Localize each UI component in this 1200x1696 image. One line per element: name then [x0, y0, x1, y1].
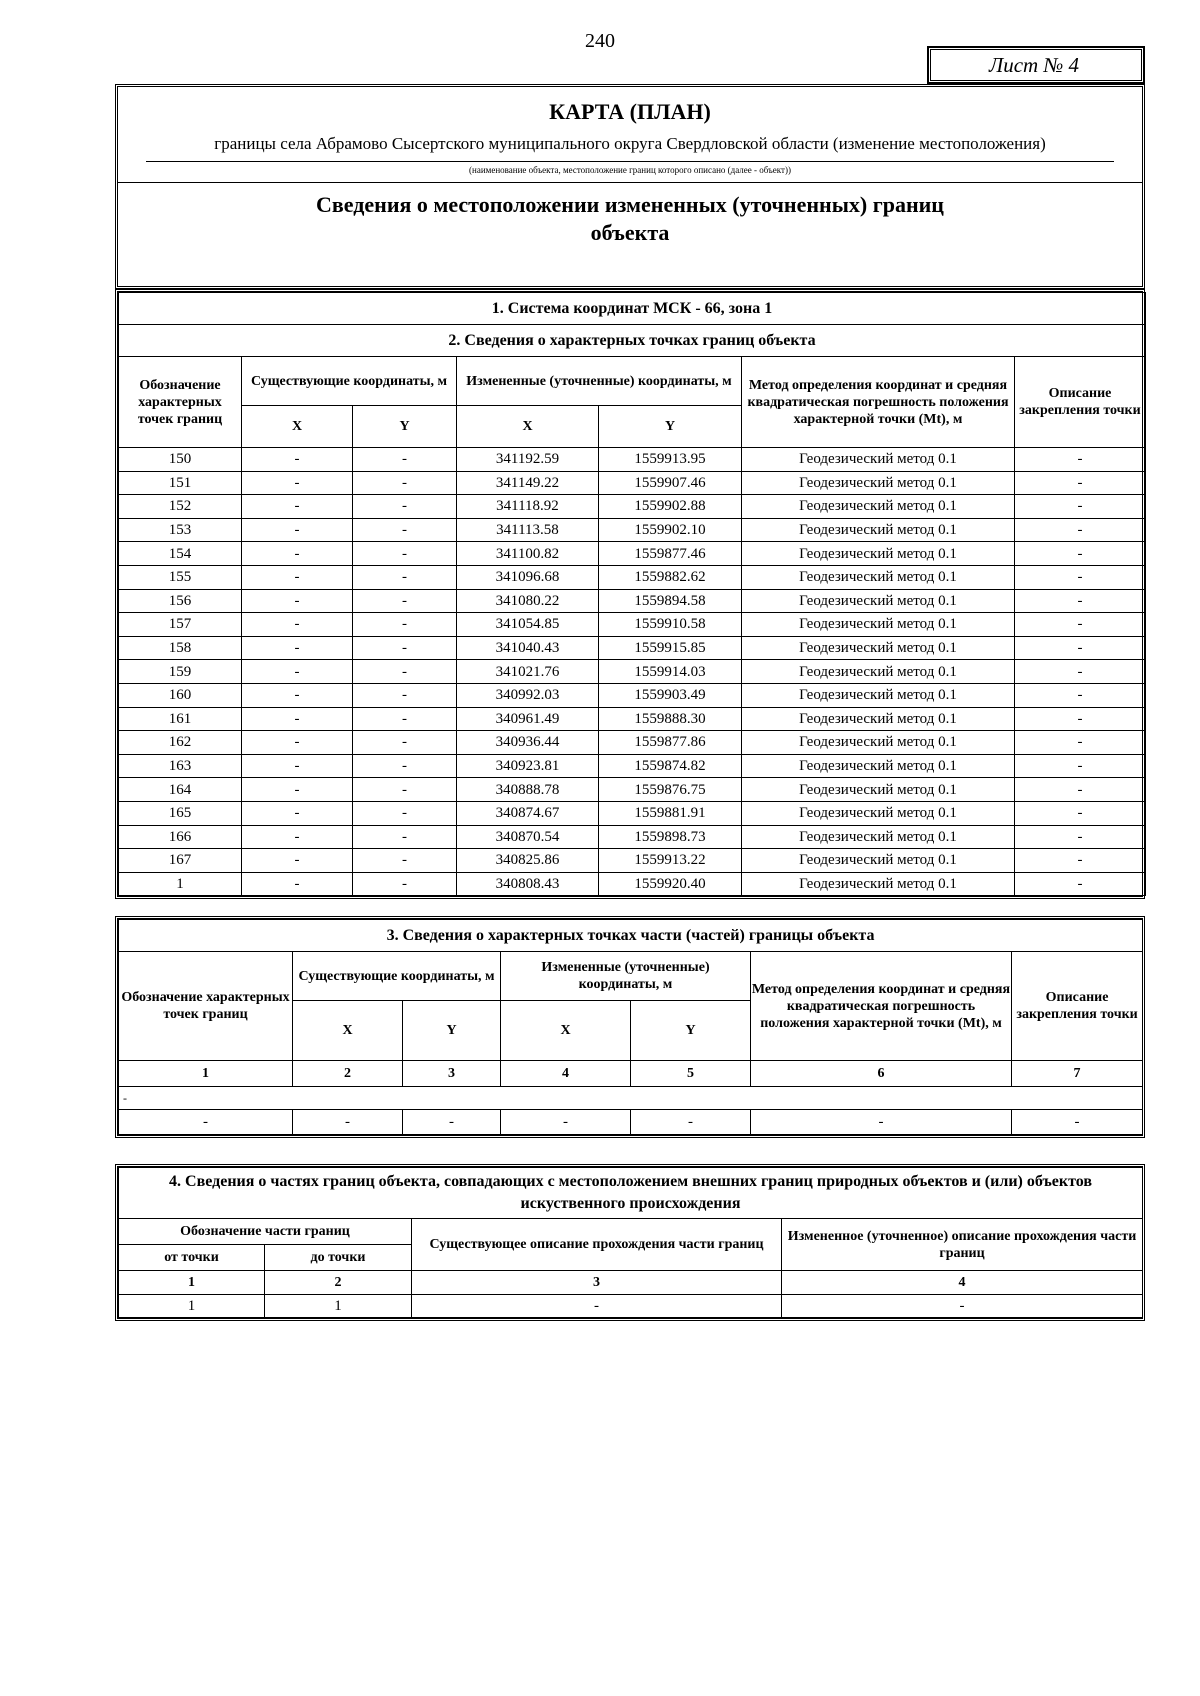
t2-cell: -: [353, 731, 457, 755]
object-caption: (наименование объекта, местоположение границ которого описано (далее - объект)): [469, 165, 791, 175]
section-title: [118, 191, 1142, 247]
table-row: [119, 801, 1146, 825]
t2-cell: 164: [119, 778, 242, 802]
t3-cell: -: [119, 1110, 293, 1135]
t3-num-3: 3: [403, 1061, 501, 1087]
t3-col-existing-x: X: [293, 1001, 403, 1061]
t3-cell: -: [501, 1110, 631, 1135]
t2-cell: 341040.43: [457, 636, 599, 660]
table-row: [119, 1295, 1143, 1318]
t2-cell: -: [242, 636, 353, 660]
t2-cell: -: [1015, 448, 1146, 472]
t2-cell: 1559907.46: [599, 471, 742, 495]
t3-cell: -: [751, 1110, 1012, 1135]
col-existing-x: X: [242, 406, 353, 448]
parts-table: [118, 1167, 1143, 1318]
t2-cell: -: [1015, 589, 1146, 613]
t2-cell: 1559903.49: [599, 683, 742, 707]
col-changed: Измененные (уточненные) координаты, м: [457, 357, 742, 406]
t2-cell: Геодезический метод 0.1: [742, 707, 1015, 731]
t2-cell: 153: [119, 518, 242, 542]
t2-cell: 162: [119, 731, 242, 755]
t3-cell: -: [293, 1110, 403, 1135]
t4-col-to: до точки: [265, 1245, 412, 1271]
t3-num-7: 7: [1012, 1061, 1143, 1087]
t2-cell: -: [353, 448, 457, 472]
t2-cell: -: [353, 660, 457, 684]
t2-cell: -: [353, 754, 457, 778]
t2-cell: -: [1015, 825, 1146, 849]
table4-title: 4. Сведения о частях границ объекта, совпадающих с местоположением внешних границ природных объектов и (или) объектов искуственного происхождения: [119, 1168, 1143, 1219]
table-row: [119, 707, 1146, 731]
t2-cell: Геодезический метод 0.1: [742, 565, 1015, 589]
t4-col-changed: Измененное (уточненное) описание прохождения части границ: [782, 1219, 1143, 1271]
t2-cell: Геодезический метод 0.1: [742, 660, 1015, 684]
t2-cell: -: [353, 801, 457, 825]
part-points-table-block: [115, 916, 1145, 1138]
t2-cell: 341080.22: [457, 589, 599, 613]
t2-cell: -: [1015, 518, 1146, 542]
t2-cell: -: [353, 518, 457, 542]
t2-cell: -: [353, 471, 457, 495]
t2-cell: Геодезический метод 0.1: [742, 801, 1015, 825]
t2-cell: Геодезический метод 0.1: [742, 683, 1015, 707]
t2-cell: 1559874.82: [599, 754, 742, 778]
t2-cell: 166: [119, 825, 242, 849]
points-table-block: [115, 289, 1145, 899]
t4-num-1: 1: [119, 1271, 265, 1295]
t2-cell: 160: [119, 683, 242, 707]
t2-cell: 341192.59: [457, 448, 599, 472]
t2-cell: -: [242, 778, 353, 802]
t2-cell: -: [242, 849, 353, 873]
t2-cell: -: [242, 872, 353, 896]
t2-cell: 340961.49: [457, 707, 599, 731]
underline: [146, 161, 1114, 162]
coord-system: 1. Система координат МСК - 66, зона 1: [119, 293, 1146, 325]
object-name: границы села Абрамово Сысертского муниципального округа Свердловской области (изменение местоположения): [214, 134, 1046, 153]
t3-col-existing-y: Y: [403, 1001, 501, 1061]
table-row: [119, 495, 1146, 519]
t3-cell: -: [631, 1110, 751, 1135]
t2-cell: -: [353, 683, 457, 707]
table-row: [119, 1110, 1143, 1135]
t2-cell: 341096.68: [457, 565, 599, 589]
t2-cell: 150: [119, 448, 242, 472]
t3-col-changed: Измененные (уточненные) координаты, м: [501, 952, 751, 1001]
t2-cell: 341118.92: [457, 495, 599, 519]
t2-cell: 161: [119, 707, 242, 731]
t2-cell: 1559902.88: [599, 495, 742, 519]
t2-cell: 341054.85: [457, 613, 599, 637]
t2-cell: -: [353, 565, 457, 589]
t2-cell: 340825.86: [457, 849, 599, 873]
t2-cell: 1559894.58: [599, 589, 742, 613]
t2-cell: -: [353, 872, 457, 896]
t4-cell: -: [782, 1295, 1143, 1318]
t2-cell: -: [1015, 731, 1146, 755]
table-row: [119, 849, 1146, 873]
points-table-body: [119, 448, 1146, 896]
t2-cell: 1559898.73: [599, 825, 742, 849]
t2-cell: -: [353, 707, 457, 731]
col-existing: Существующие координаты, м: [242, 357, 457, 406]
table-row: [119, 518, 1146, 542]
t2-cell: Геодезический метод 0.1: [742, 448, 1015, 472]
header-block: [115, 84, 1145, 289]
t2-cell: -: [242, 565, 353, 589]
col-method: Метод определения координат и средняя квадратическая погрешность положения характерной точки (Mt), м: [742, 357, 1015, 448]
t2-cell: 1559913.22: [599, 849, 742, 873]
t2-cell: -: [353, 542, 457, 566]
t2-cell: 1559888.30: [599, 707, 742, 731]
t2-cell: -: [1015, 683, 1146, 707]
t3-num-5: 5: [631, 1061, 751, 1087]
t2-cell: -: [242, 754, 353, 778]
t2-cell: Геодезический метод 0.1: [742, 731, 1015, 755]
table-row: [119, 683, 1146, 707]
t2-cell: -: [1015, 471, 1146, 495]
t2-cell: 341021.76: [457, 660, 599, 684]
t2-cell: 158: [119, 636, 242, 660]
t2-cell: -: [353, 825, 457, 849]
parts-table-block: [115, 1164, 1145, 1321]
t2-cell: Геодезический метод 0.1: [742, 542, 1015, 566]
t2-cell: -: [353, 778, 457, 802]
t2-cell: 151: [119, 471, 242, 495]
t2-cell: 340936.44: [457, 731, 599, 755]
t2-cell: Геодезический метод 0.1: [742, 471, 1015, 495]
t2-cell: -: [1015, 849, 1146, 873]
t2-cell: 341149.22: [457, 471, 599, 495]
t2-cell: -: [1015, 565, 1146, 589]
t2-cell: Геодезический метод 0.1: [742, 778, 1015, 802]
t2-cell: 1559902.10: [599, 518, 742, 542]
t2-cell: -: [242, 683, 353, 707]
t2-cell: -: [242, 801, 353, 825]
part-points-table: [118, 919, 1143, 1135]
map-title: КАРТА (ПЛАН): [549, 99, 711, 124]
t3-cell: -: [403, 1110, 501, 1135]
page-number: 240: [585, 30, 615, 52]
t2-cell: Геодезический метод 0.1: [742, 518, 1015, 542]
table-row: [119, 589, 1146, 613]
t2-cell: -: [1015, 778, 1146, 802]
col-description: Описание закрепления точки: [1015, 357, 1146, 448]
points-table: [118, 292, 1146, 896]
t2-cell: 167: [119, 849, 242, 873]
t2-cell: -: [242, 471, 353, 495]
t2-cell: -: [353, 849, 457, 873]
t2-cell: Геодезический метод 0.1: [742, 589, 1015, 613]
table-row: [119, 471, 1146, 495]
t2-cell: 1559920.40: [599, 872, 742, 896]
t2-cell: Геодезический метод 0.1: [742, 636, 1015, 660]
t2-cell: 1559877.86: [599, 731, 742, 755]
t2-cell: 341113.58: [457, 518, 599, 542]
t2-cell: -: [242, 825, 353, 849]
t2-cell: -: [353, 589, 457, 613]
t3-num-1: 1: [119, 1061, 293, 1087]
t2-cell: -: [1015, 707, 1146, 731]
t4-col-existing: Существующее описание прохождения части границ: [412, 1219, 782, 1271]
t2-cell: 152: [119, 495, 242, 519]
t2-cell: -: [353, 636, 457, 660]
t2-cell: Геодезический метод 0.1: [742, 754, 1015, 778]
t3-col-description: Описание закрепления точки: [1012, 952, 1143, 1061]
t3-col-method: Метод определения координат и средняя квадратическая погрешность положения характерной точки (Mt), м: [751, 952, 1012, 1061]
t2-cell: -: [353, 613, 457, 637]
t2-cell: 155: [119, 565, 242, 589]
t2-cell: -: [353, 495, 457, 519]
t3-num-4: 4: [501, 1061, 631, 1087]
table-row: [119, 778, 1146, 802]
t2-cell: -: [1015, 636, 1146, 660]
t2-cell: 1559915.85: [599, 636, 742, 660]
t2-cell: 1559882.62: [599, 565, 742, 589]
t2-cell: Геодезический метод 0.1: [742, 872, 1015, 896]
t2-cell: 157: [119, 613, 242, 637]
col-designation: Обозначение характерных точек границ: [119, 357, 242, 448]
t2-cell: -: [1015, 542, 1146, 566]
t3-num-6: 6: [751, 1061, 1012, 1087]
sheet-label: Лист № 4: [927, 46, 1145, 84]
t2-cell: 340808.43: [457, 872, 599, 896]
t2-cell: -: [1015, 872, 1146, 896]
t2-cell: 154: [119, 542, 242, 566]
t2-cell: -: [242, 660, 353, 684]
t4-cell: 1: [119, 1295, 265, 1318]
t2-cell: 1559914.03: [599, 660, 742, 684]
table-row: [119, 754, 1146, 778]
table3-title: 3. Сведения о характерных точках части (частей) границы объекта: [119, 920, 1143, 952]
t4-num-2: 2: [265, 1271, 412, 1295]
t2-cell: -: [242, 542, 353, 566]
section-title-line2: объекта: [590, 220, 670, 245]
table2-title: 2. Сведения о характерных точках границ объекта: [119, 325, 1146, 357]
t2-cell: 1559913.95: [599, 448, 742, 472]
t4-num-4: 4: [782, 1271, 1143, 1295]
t2-cell: -: [242, 731, 353, 755]
t2-cell: -: [1015, 801, 1146, 825]
table-row: [119, 825, 1146, 849]
t4-cell: 1: [265, 1295, 412, 1318]
col-changed-y: Y: [599, 406, 742, 448]
t2-cell: -: [242, 448, 353, 472]
t2-cell: -: [242, 707, 353, 731]
t2-cell: Геодезический метод 0.1: [742, 495, 1015, 519]
table-row: [119, 613, 1146, 637]
t2-cell: 156: [119, 589, 242, 613]
t3-col-designation: Обозначение характерных точек границ: [119, 952, 293, 1061]
table-row: [119, 660, 1146, 684]
t2-cell: -: [242, 518, 353, 542]
t2-cell: 163: [119, 754, 242, 778]
divider: [118, 182, 1142, 183]
t2-cell: 340870.54: [457, 825, 599, 849]
t4-cell: -: [412, 1295, 782, 1318]
t2-cell: -: [1015, 754, 1146, 778]
t2-cell: Геодезический метод 0.1: [742, 613, 1015, 637]
t2-cell: -: [242, 495, 353, 519]
col-existing-y: Y: [353, 406, 457, 448]
t2-cell: Геодезический метод 0.1: [742, 825, 1015, 849]
table-row: [119, 565, 1146, 589]
t2-cell: -: [1015, 495, 1146, 519]
table-row: [119, 636, 1146, 660]
col-changed-x: X: [457, 406, 599, 448]
t2-cell: 159: [119, 660, 242, 684]
table-row: [119, 448, 1146, 472]
section-title-line1: Сведения о местоположении измененных (уточненных) границ: [316, 192, 944, 217]
table-row: [119, 731, 1146, 755]
t2-cell: 340874.67: [457, 801, 599, 825]
t2-cell: -: [242, 613, 353, 637]
t3-col-changed-y: Y: [631, 1001, 751, 1061]
t4-col-from: от точки: [119, 1245, 265, 1271]
table-row: [119, 542, 1146, 566]
t2-cell: 1: [119, 872, 242, 896]
t2-cell: -: [242, 589, 353, 613]
t2-cell: 340992.03: [457, 683, 599, 707]
t3-num-2: 2: [293, 1061, 403, 1087]
t2-cell: Геодезический метод 0.1: [742, 849, 1015, 873]
t4-num-3: 3: [412, 1271, 782, 1295]
t2-cell: -: [1015, 660, 1146, 684]
part-points-table-body: [119, 1087, 1143, 1135]
t2-cell: 165: [119, 801, 242, 825]
t2-cell: 1559876.75: [599, 778, 742, 802]
t2-cell: 340923.81: [457, 754, 599, 778]
t2-cell: -: [1015, 613, 1146, 637]
table-row: [119, 872, 1146, 896]
t3-col-changed-x: X: [501, 1001, 631, 1061]
t3-col-existing: Существующие координаты, м: [293, 952, 501, 1001]
t4-col-part: Обозначение части границ: [119, 1219, 412, 1245]
t2-cell: 341100.82: [457, 542, 599, 566]
t2-cell: 340888.78: [457, 778, 599, 802]
t2-cell: 1559877.46: [599, 542, 742, 566]
parts-table-body: [119, 1295, 1143, 1318]
t2-cell: 1559910.58: [599, 613, 742, 637]
t3-empty-row: -: [119, 1087, 1143, 1110]
t3-cell: -: [1012, 1110, 1143, 1135]
t2-cell: 1559881.91: [599, 801, 742, 825]
